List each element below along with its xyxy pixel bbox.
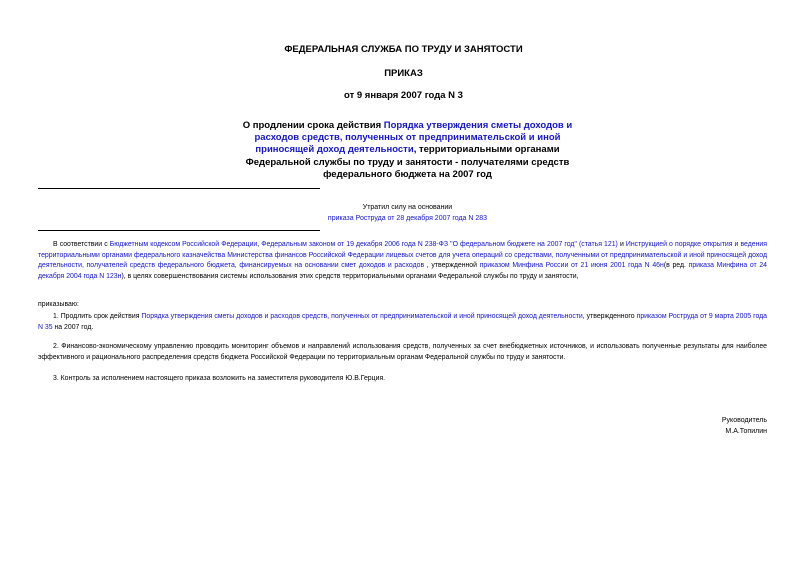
- document-date: от 9 января 2007 года N 3: [344, 90, 463, 101]
- divider-bottom: [38, 230, 320, 231]
- signature-role: Руководитель: [721, 417, 767, 424]
- lost-force-text: Утратил силу на основании: [362, 204, 453, 211]
- text: 1. Продлить срок действия: [53, 313, 142, 320]
- rostrud-order-35-link[interactable]: приказом Роструда от 9 марта 2005 года N 35: [38, 313, 767, 331]
- paragraph-item-1: [38, 312, 767, 333]
- federal-law-link[interactable]: Федеральным законом от 19 декабря 2006 года N 238-ФЗ "О федеральном бюджете на 2007 год": [261, 241, 577, 248]
- article-121-link[interactable]: (статья 121): [578, 241, 618, 248]
- signature-name: М.А.Топилин: [725, 428, 767, 435]
- paragraph-item-2: 2. Финансово-экономическому управлению проводить мониторинг объемов и направлений использования средств, полученных за счет внебюджетных источников, и использовать полученные результаты для наиболее эффективного и рационального распределения средств бюджета Российской Федерации по территориальным органам Федеральной службы по труду и занятости.: [38, 343, 767, 361]
- text: , утвержденного: [582, 313, 637, 320]
- title-text-start: О продлении срока действия: [242, 120, 384, 131]
- document-title: [230, 120, 585, 181]
- agency-heading: ФЕДЕРАЛЬНАЯ СЛУЖБА ПО ТРУДУ И ЗАНЯТОСТИ: [284, 44, 523, 55]
- procedure-link[interactable]: Порядка утверждения сметы доходов и расходов средств, полученных от предпринимательской и иной приносящей доход деятельности: [141, 313, 583, 320]
- minfin-order-123n-link[interactable]: приказа Минфина от 24 декабря 2004 года N 123н: [38, 262, 768, 280]
- signature-block: [722, 415, 767, 437]
- title-procedure-link[interactable]: Порядка утверждения сметы доходов и расходов средств, полученных от предпринимательской и иной приносящей доход деятельности: [254, 120, 573, 156]
- text: на 2007 год.: [52, 323, 94, 331]
- text: (в ред.: [663, 262, 689, 270]
- lost-force-link[interactable]: приказа Роструда от 28 декабря 2007 года N 283: [327, 215, 488, 222]
- document-type-heading: ПРИКАЗ: [384, 68, 423, 79]
- instruction-link[interactable]: Инструкцией о порядке открытия и ведения территориальными органами федерального казначейства Министерства финансов Российской Федерации лицевых счетов для учета операций со средствами, полученными от предпринимательской и иной приносящей доход деятельности, получателей средств федерального бюджета, финансируемых на основании смет доходов и расходов: [38, 241, 767, 270]
- text: В соответствии с: [53, 241, 110, 248]
- paragraph-preamble: [38, 240, 767, 282]
- divider-top: [38, 188, 320, 189]
- text: ), в целях совершенствования системы использования этих средств территориальными органами Федеральной службы по труду и занятости,: [121, 272, 579, 280]
- lost-force-note: [230, 202, 585, 224]
- paragraph-item-3: 3. Контроль за исполнением настоящего приказа возложить на заместителя руководителя Ю.В.Герция.: [53, 375, 386, 382]
- title-text-end: , территориальными органами Федеральной службы по труду и занятости - получателями средств федерального бюджета на 2007 год: [245, 144, 570, 180]
- paragraph-order-word: приказываю:: [38, 301, 79, 308]
- minfin-order-46n-link[interactable]: приказом Минфина России от 21 июня 2001 года N 46н: [479, 262, 664, 270]
- text: ,: [257, 241, 262, 248]
- text: , утвержденной: [424, 262, 480, 270]
- budget-code-link[interactable]: Бюджетным кодексом Российской Федерации: [109, 241, 258, 248]
- text: и: [617, 241, 626, 248]
